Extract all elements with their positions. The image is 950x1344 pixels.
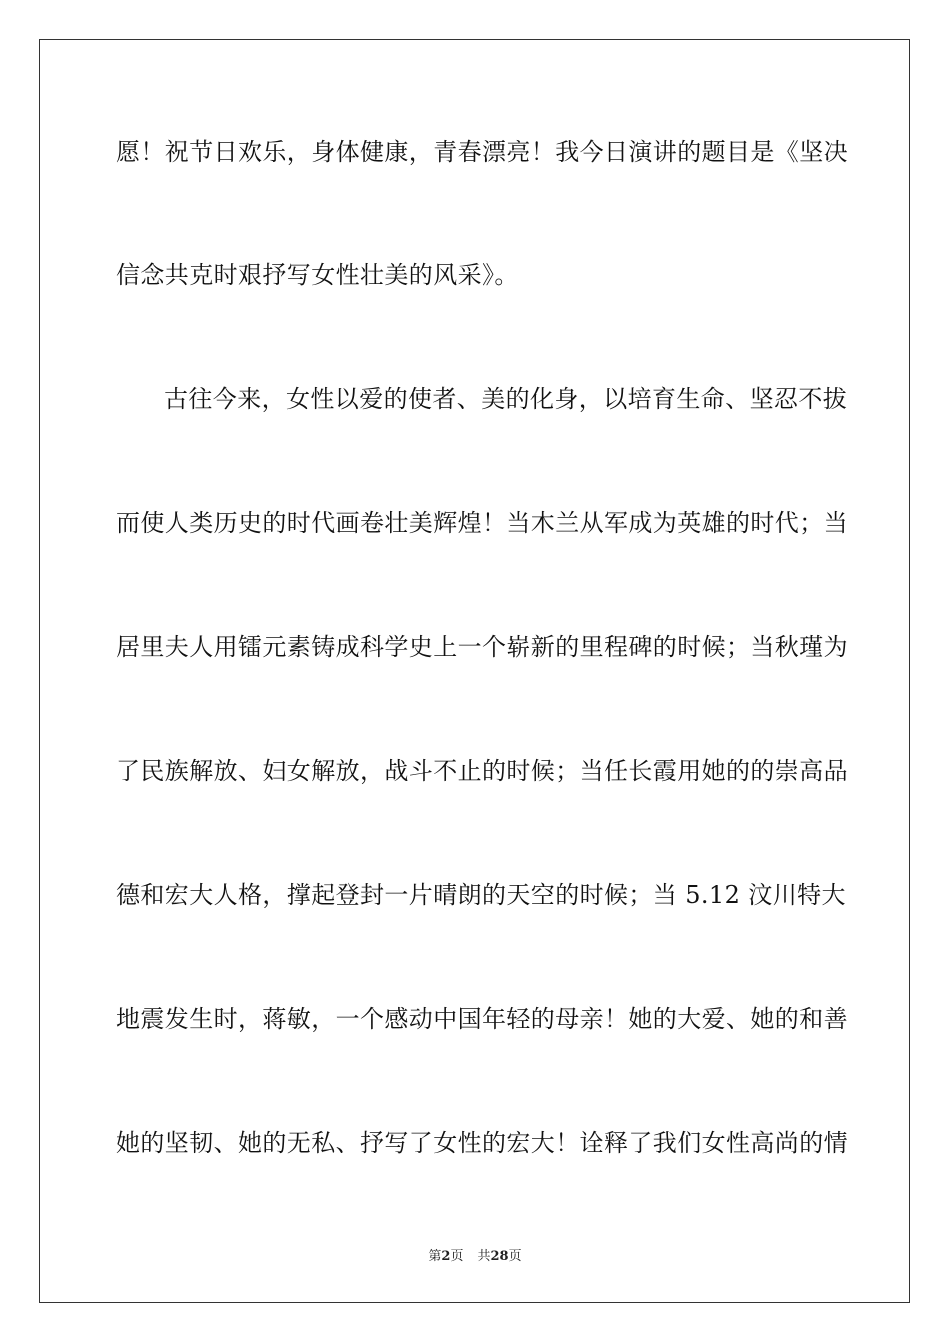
body-line-6: 了民族解放、妇女解放，战斗不止的时候；当任长霞用她的的崇高品 [116,757,848,785]
page-footer [0,1248,950,1266]
total-suffix: 页 [508,1249,522,1264]
body-line-9: 她的坚韧、她的无私、抒写了女性的宏大！诠释了我们女性高尚的情 [116,1129,848,1157]
body-line-5: 居里夫人用镭元素铸成科学史上一个崭新的里程碑的时候；当秋瑾为 [116,633,848,661]
body-line-2: 信念共克时艰抒写女性壮美的风采》。 [116,261,519,289]
page-border [39,39,910,1303]
body-line-7: 德和宏大人格，撑起登封一片晴朗的天空的时候；当 5.12 汶川特大 [116,881,846,909]
body-line-8: 地震发生时，蒋敏，一个感动中国年轻的母亲！她的大爱、她的和善 [116,1005,848,1033]
total-prefix: 共 [477,1249,491,1264]
page-suffix: 页 [450,1249,464,1264]
page-number: 2 [441,1249,451,1264]
body-line-4: 而使人类历史的时代画卷壮美辉煌！当木兰从军成为英雄的时代；当 [116,509,848,537]
body-line-3: 古往今来，女性以爱的使者、美的化身，以培育生命、坚忍不拔 [164,385,848,413]
total-pages: 28 [490,1249,509,1264]
page-prefix: 第 [428,1249,442,1264]
body-line-1: 愿！祝节日欢乐，身体健康，青春漂亮！我今日演讲的题目是《坚决 [116,138,848,166]
